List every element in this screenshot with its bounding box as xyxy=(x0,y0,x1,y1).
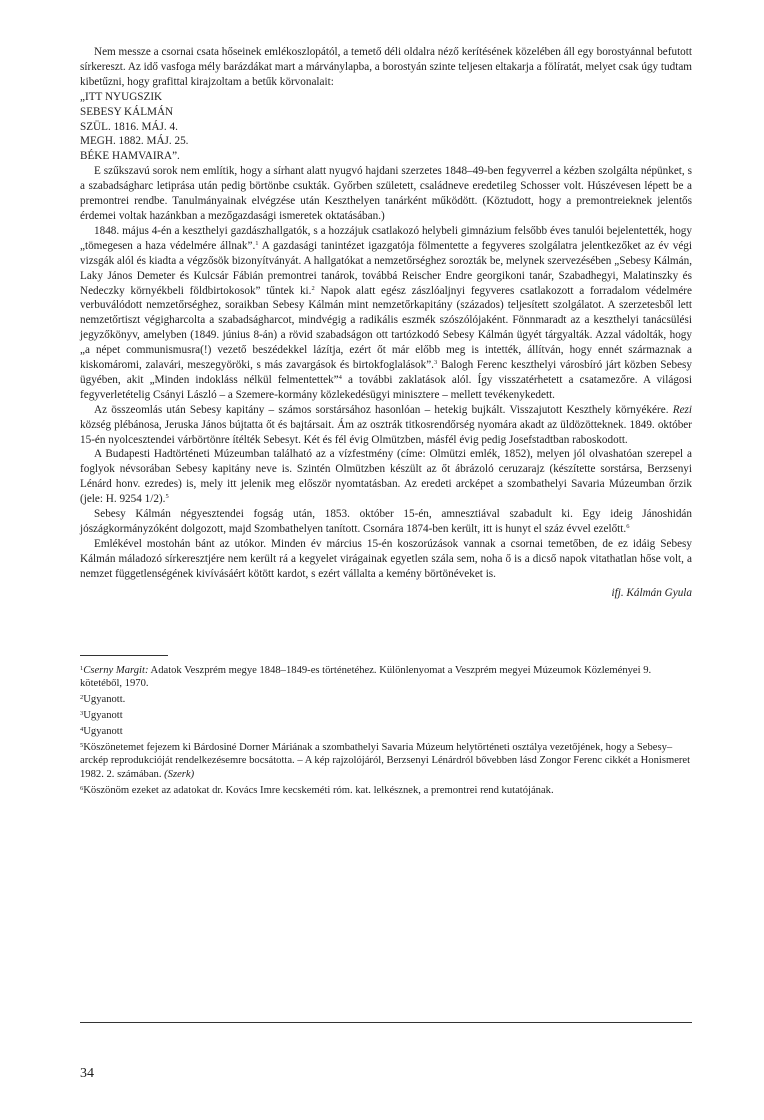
text-run: A gazdasági tanintézet igazgatója fölmentette a fegyveres szolgálatra jelentkezőket az év végi vizsgák alól és kiadta a végzősök bizonyítványát. A hallgatókat a nemzetőrséghez sorozták be, melynek szervezésében „Sebesy Kálmán, Laky János Demeter és Kulcsár Fábián premontrei tanárok, továbbá Reischer Endre georgikoni tanár, Szabadhegyi, Malatinszky és Nedeczky környékbeli földbirtokosok” tűntek ki. xyxy=(80,239,693,297)
footnote-ref: 6 xyxy=(626,523,630,530)
footnote-number: 5 xyxy=(80,741,84,749)
footnote-number: 3 xyxy=(80,709,84,717)
footnote-text: Adatok Veszprém megye 1848–1849-es történetéhez. Különlenyomat a Veszprém megyei Múzeumok Közleményei 9. kötetéből, 1970. xyxy=(80,664,652,690)
text-run: község plébánosa, Jeruska János bújtatta őt és bajtársait. Ám az osztrák titkosrendőrség nyomára akadt az üldözötteknek. 1849. október 15-én nyolcesztendei várbörtönre ítélték Sebesyt. Két és fél évig Olmützben, másfél évig pedig Josefstadtban raboskodott. xyxy=(80,418,692,446)
footnote-number: 6 xyxy=(80,784,84,792)
footnote-ref: 5 xyxy=(165,493,169,501)
page xyxy=(80,45,692,798)
footnote-ref: 1 xyxy=(255,239,259,247)
paragraph: E szűkszavú sorok nem említik, hogy a sírhant alatt nyugvó hajdani szerzetes 1848–49-ben fegyverrel a kézben szolgálta népünket, s a szabadságharc letiprása után pedig börtönbe csukták. Győrben született, családneve eredetileg Schosser volt. Húszévesen lépett be a premontrei rendbe. Tanulmányainak elvégzése után Keszthelyen tanárként működött. (Köztudott, hogy a premontreieknek jelentős érdemei voltak hazánkban a mezőgazdasági ismeretek oktatásában.) xyxy=(80,165,692,222)
footnote xyxy=(80,691,692,707)
inscription-line: SEBESY KÁLMÁN xyxy=(80,105,174,118)
page-number: 34 xyxy=(80,1066,94,1081)
footnote xyxy=(80,723,692,739)
bottom-divider xyxy=(80,1022,692,1023)
footnote-ref: 2 xyxy=(311,284,315,292)
paragraph xyxy=(80,447,692,507)
text-run: Balogh Ferenc keszthelyi városbíró járt közben Sebesy ügyében, akit „Minden indokláss nélkül felmentettek” xyxy=(80,359,692,386)
paragraph xyxy=(80,224,692,403)
text-run: Sebesy Kálmán négyesztendei fogság után, 1853. október 15-én, amnesztiával szabadult ki. Egy ideig Jánoshidán jószágkormányzóként dolgozott, majd Szombathelyen tanított. Csornára 1874-ben került, itt is hunyt el száz évvel ezelőtt. xyxy=(80,508,692,535)
footnote-text: Ugyanott. xyxy=(83,694,126,706)
inscription-line: SZÜL. 1816. MÁJ. 4. xyxy=(80,120,178,133)
text-run: a további zaklatások alól. Így visszatérhetett a csatamezőre. A világosi fegyverletételig Csányi László – a Szemere-kormány közlekedésügyi minisztere – mellett tevékenykedett. xyxy=(80,373,692,401)
footnote-ref: 3 xyxy=(433,359,438,367)
footnote-text: Köszönetemet fejezem ki Bárdosiné Dorner Máriának a szombathelyi Savaria Múzeum helytörténeti osztálya vezetőjének, hogy a Sebesy–arckép reprodukcióját rendelkezésemre bocsátotta. – A kép rajzolójáról, Berzsenyi Lénárdról bővebben lásd Zongor Ferenc cikkét a Honismeret 1982. 2. számában. xyxy=(80,741,691,781)
footnote xyxy=(80,739,692,782)
place-name: Rezi xyxy=(672,403,692,416)
footnote-number: 2 xyxy=(80,694,84,702)
footnote xyxy=(80,662,692,692)
footnote-text: Köszönöm ezeket az adatokat dr. Kovács Imre kecskeméti róm. kat. lelkésznek, a premontrei rend kutatójának. xyxy=(83,784,554,796)
text-run: A Budapesti Hadtörténeti Múzeumban található az a vízfestmény (címe: Olmützi emlék, 1852), melyen jól olvashatóan szerepel a foglyok névsorában Sebesy kapitány neve is. Szintén Olmützben készült az őt ábrázoló ceruzarajz (készítette sorstársa, Berzsenyi Lénárd honv. ezredes) is, mely itt jelenik meg először nyomtatásban. Az eredeti arcképet a szombathelyi Savaria Múzeumban őrzik (jele: H. 9254 1/2). xyxy=(80,448,692,506)
editor-note: (Szerk) xyxy=(164,769,195,781)
footnote-divider xyxy=(80,655,168,656)
author-signature: ifj. Kálmán Gyula xyxy=(611,586,692,599)
inscription xyxy=(80,90,692,165)
footnote-text: Ugyanott xyxy=(83,709,123,721)
paragraph: Emlékével mostohán bánt az utókor. Minden év március 15-én koszorúzások vannak a csornai temetőben, de ez idáig Sebesy Kálmán máladozó sírkeresztjére nem került rá a kegyelet virágainak egyetlen szála sem, noha ő is a dicső napok vitathatlan hőse volt, a nemzet függetlenségének kivívásáért kötött kardot, s ezért vállalta a kemény börtönéveket is. xyxy=(80,537,692,580)
footnote xyxy=(80,782,692,798)
text-run: Napok alatt egész zászlóaljnyi fegyveres csatlakozott a forradalom védelmére verbuválódott nemzetőrséghez, soraikban Sebesy Kálmán mint nemzetőrkapitány (százados) teljesített szolgálatot. A szerzetesből lett nemzetőrtiszt végigharcolta a szabadságharcot, mindvégig a radikális eszmék szószólójaként. Fönnmaradt az a keszthelyi tanácsülési jegyzőkönyv, amelyben (1849. június 8-án) a rövid szabadságon ott tartózkodó Sebesy Kálmán ügyét tárgyalták. Azzal vádolták, hogy „a népet communismusra(!) vezető beszédekkel lázítja, ezért őt már előbb meg is intették, állítván, hogy ennét származnak a kiskomáromi, zalavári, meszegyöröki, s más zavargások és birtokfoglalások”. xyxy=(80,284,692,372)
text-run: 1848. május 4-én a keszthelyi gazdászhallgatók, s a hozzájuk csatlakozó helybeli gimnázium felsőbb éves tanulói bejelentették, hogy „tömegesen a haza védelmére állnak”. xyxy=(80,224,692,252)
inscription-line: BÉKE HAMVAIRA”. xyxy=(80,150,180,163)
paragraph xyxy=(80,403,692,448)
footnote-ref: 4 xyxy=(338,373,342,381)
footnote-number: 1 xyxy=(80,664,84,672)
footnote-number: 4 xyxy=(80,725,84,733)
inscription-line: MEGH. 1882. MÁJ. 25. xyxy=(80,135,189,148)
paragraph: Nem messze a csornai csata hőseinek emlékoszlopától, a temető déli oldalra néző kerítésének közelében áll egy borostyánnal befutott sírkereszt. Az idő vasfoga mély barázdákat mart a márványlapba, a borostyán szinte teljesen eltakarja a fölíratát, melyet csak úgy tudtam kibetűzni, hogy grafittal kirajzoltam a betűk körvonalait: xyxy=(80,46,692,88)
inscription-line: „ITT NYUGSZIK xyxy=(80,90,163,103)
footnote-text: Ugyanott xyxy=(83,725,123,737)
paragraph xyxy=(80,507,692,537)
footnote xyxy=(80,707,692,723)
text-run: Az összeomlás után Sebesy kapitány – számos sorstársához hasonlóan – hetekig bujkált. Visszajutott Keszthely környékére. xyxy=(94,403,673,416)
footnote-author: Cserny Margit: xyxy=(83,664,149,676)
footnotes xyxy=(80,662,692,798)
article-body xyxy=(80,45,692,601)
